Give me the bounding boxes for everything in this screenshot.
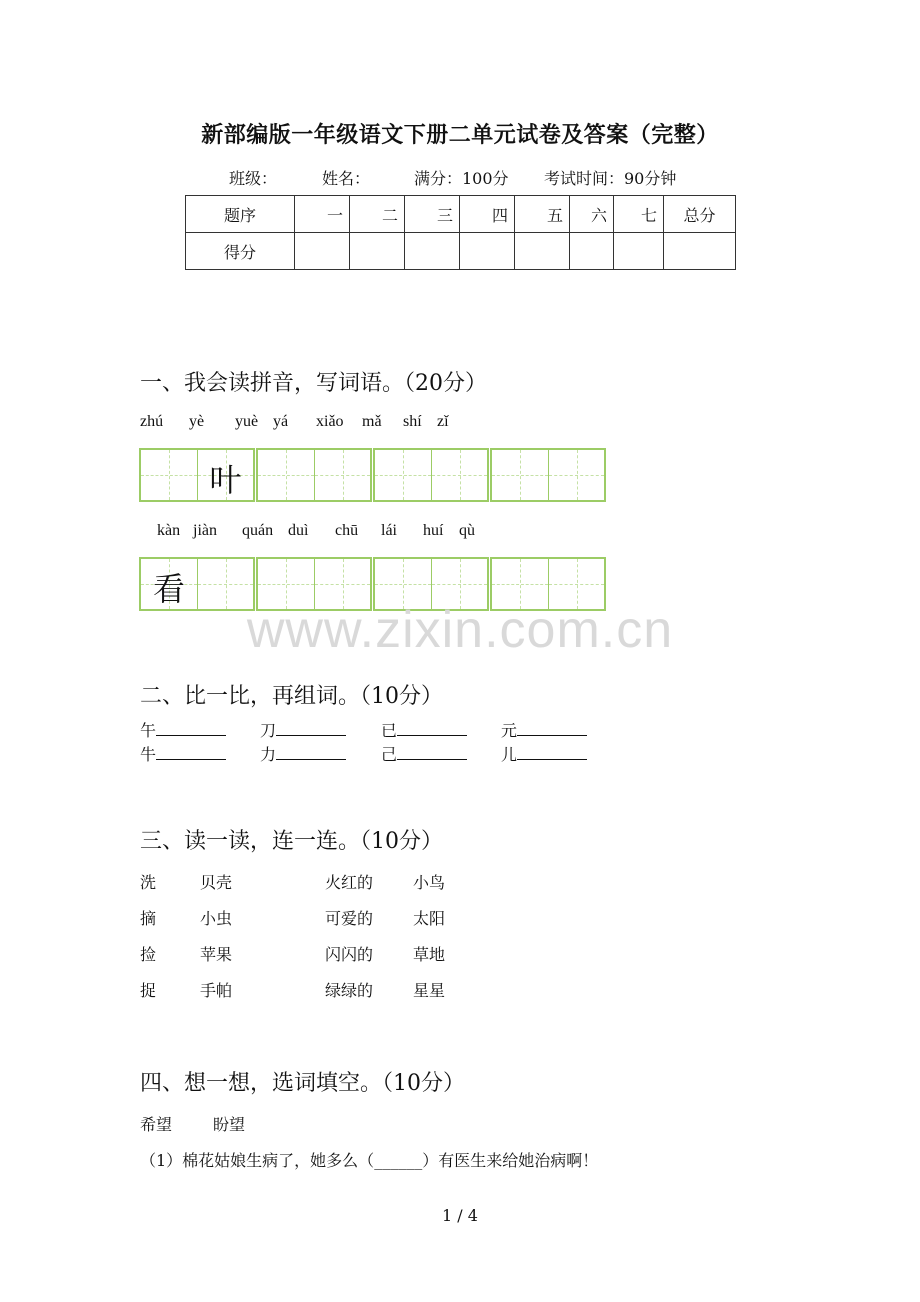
name-label: 姓名： — [322, 169, 371, 188]
compare-item — [381, 718, 467, 741]
score-input-cell[interactable] — [350, 233, 405, 270]
pinyin: zhú — [140, 413, 164, 430]
compare-char: 己 — [381, 745, 398, 764]
match-adjective[interactable]: 可爱的 — [325, 909, 374, 928]
writing-grid — [490, 448, 606, 502]
match-verb[interactable]: 捉 — [140, 981, 157, 1000]
writing-cell[interactable] — [314, 450, 370, 500]
writing-cell[interactable] — [197, 450, 253, 500]
writing-cell[interactable] — [258, 450, 314, 500]
table-cell: 四 — [460, 196, 515, 233]
table-cell: 得分 — [186, 233, 295, 270]
pinyin: yá — [273, 413, 289, 430]
section-3-heading: 三、读一读，连一连。（10分） — [140, 829, 443, 854]
match-object[interactable]: 贝壳 — [200, 873, 233, 892]
compare-char: 力 — [260, 745, 277, 764]
table-cell: 二 — [350, 196, 405, 233]
answer-blank[interactable] — [156, 721, 226, 736]
score-input-cell[interactable] — [295, 233, 350, 270]
full-score-label: 满分：100分 — [414, 169, 509, 188]
table-cell: 五 — [515, 196, 570, 233]
pinyin: kàn — [157, 522, 181, 539]
match-object[interactable]: 小虫 — [200, 909, 233, 928]
writing-cell[interactable] — [375, 450, 431, 500]
writing-cell[interactable] — [548, 450, 604, 500]
compare-char: 午 — [140, 721, 157, 740]
table-cell: 三 — [405, 196, 460, 233]
answer-blank[interactable] — [397, 721, 467, 736]
table-cell: 总分 — [664, 196, 736, 233]
question-1 — [140, 1148, 598, 1171]
table-cell: 一 — [295, 196, 350, 233]
writing-cell[interactable] — [492, 450, 548, 500]
writing-cell[interactable] — [141, 450, 197, 500]
pinyin: quán — [242, 522, 274, 539]
pinyin: lái — [381, 522, 397, 539]
pinyin: yuè — [235, 413, 259, 430]
pinyin: yè — [189, 413, 205, 430]
answer-blank[interactable]: ______ — [374, 1151, 423, 1170]
match-adjective[interactable]: 闪闪的 — [325, 945, 374, 964]
watermark: www.zixin.com.cn — [246, 601, 674, 659]
word-option: 希望 — [140, 1115, 173, 1134]
writing-cell[interactable] — [431, 450, 487, 500]
section-1-heading: 一、我会读拼音，写词语。（20分） — [140, 371, 487, 396]
compare-item — [260, 742, 346, 765]
match-verb[interactable]: 洗 — [140, 873, 157, 892]
score-table-header-row — [186, 196, 736, 233]
compare-item — [140, 718, 226, 741]
pinyin: chū — [335, 522, 359, 539]
pinyin: zǐ — [437, 413, 449, 430]
match-adjective[interactable]: 火红的 — [325, 873, 374, 892]
compare-char: 元 — [501, 721, 518, 740]
writing-grid — [256, 448, 372, 502]
answer-blank[interactable] — [517, 721, 587, 736]
pinyin: xiǎo — [316, 413, 344, 430]
score-input-cell[interactable] — [405, 233, 460, 270]
match-noun[interactable]: 小鸟 — [413, 873, 446, 892]
compare-char: 已 — [381, 721, 398, 740]
pinyin: huí — [423, 522, 444, 539]
score-input-cell[interactable] — [515, 233, 570, 270]
page-title: 新部编版一年级语文下册二单元试卷及答案（完整） — [201, 122, 719, 148]
match-verb[interactable]: 摘 — [140, 909, 157, 928]
answer-blank[interactable] — [276, 721, 346, 736]
score-input-cell[interactable] — [664, 233, 736, 270]
word-option: 盼望 — [213, 1115, 246, 1134]
question-1-prefix: （1）棉花姑娘生病了，她多么（ — [140, 1151, 375, 1170]
score-input-cell[interactable] — [570, 233, 614, 270]
compare-item — [140, 742, 226, 765]
match-noun[interactable]: 草地 — [413, 945, 446, 964]
compare-char: 牛 — [140, 745, 157, 764]
filled-character: 叶 — [209, 461, 242, 499]
filled-character: 看 — [152, 570, 185, 608]
answer-blank[interactable] — [276, 745, 346, 760]
answer-blank[interactable] — [156, 745, 226, 760]
table-cell: 题序 — [186, 196, 295, 233]
compare-item — [260, 718, 346, 741]
pinyin: mǎ — [362, 413, 382, 430]
match-noun[interactable]: 星星 — [413, 981, 446, 1000]
pinyin: jiàn — [193, 522, 217, 539]
class-label: 班级： — [229, 169, 278, 188]
writing-grid — [139, 448, 255, 502]
compare-char: 儿 — [501, 745, 518, 764]
match-noun[interactable]: 太阳 — [413, 909, 446, 928]
answer-blank[interactable] — [397, 745, 467, 760]
pinyin: duì — [288, 522, 309, 539]
table-cell: 六 — [570, 196, 614, 233]
writing-cell[interactable] — [141, 559, 197, 609]
match-verb[interactable]: 捡 — [140, 945, 157, 964]
answer-blank[interactable] — [517, 745, 587, 760]
compare-char: 刀 — [260, 721, 277, 740]
section-2-heading: 二、比一比，再组词。（10分） — [140, 684, 443, 709]
score-input-cell[interactable] — [460, 233, 515, 270]
compare-item — [501, 718, 587, 741]
compare-item — [381, 742, 467, 765]
section-4-heading: 四、想一想，选词填空。（10分） — [140, 1071, 465, 1096]
writing-grid — [373, 448, 489, 502]
compare-item — [501, 742, 587, 765]
match-object[interactable]: 手帕 — [200, 981, 233, 1000]
pinyin: qù — [459, 522, 475, 539]
question-1-suffix: ）有医生来给她治病啊！ — [422, 1151, 599, 1170]
match-adjective[interactable]: 绿绿的 — [325, 981, 374, 1000]
score-table — [185, 195, 736, 270]
match-object[interactable]: 苹果 — [200, 945, 233, 964]
exam-time-label: 考试时间：90分钟 — [544, 169, 677, 188]
score-input-cell[interactable] — [614, 233, 664, 270]
score-table-score-row — [186, 233, 736, 270]
pinyin: shí — [403, 413, 422, 430]
table-cell: 七 — [614, 196, 664, 233]
page-number: 1 / 4 — [442, 1206, 478, 1225]
